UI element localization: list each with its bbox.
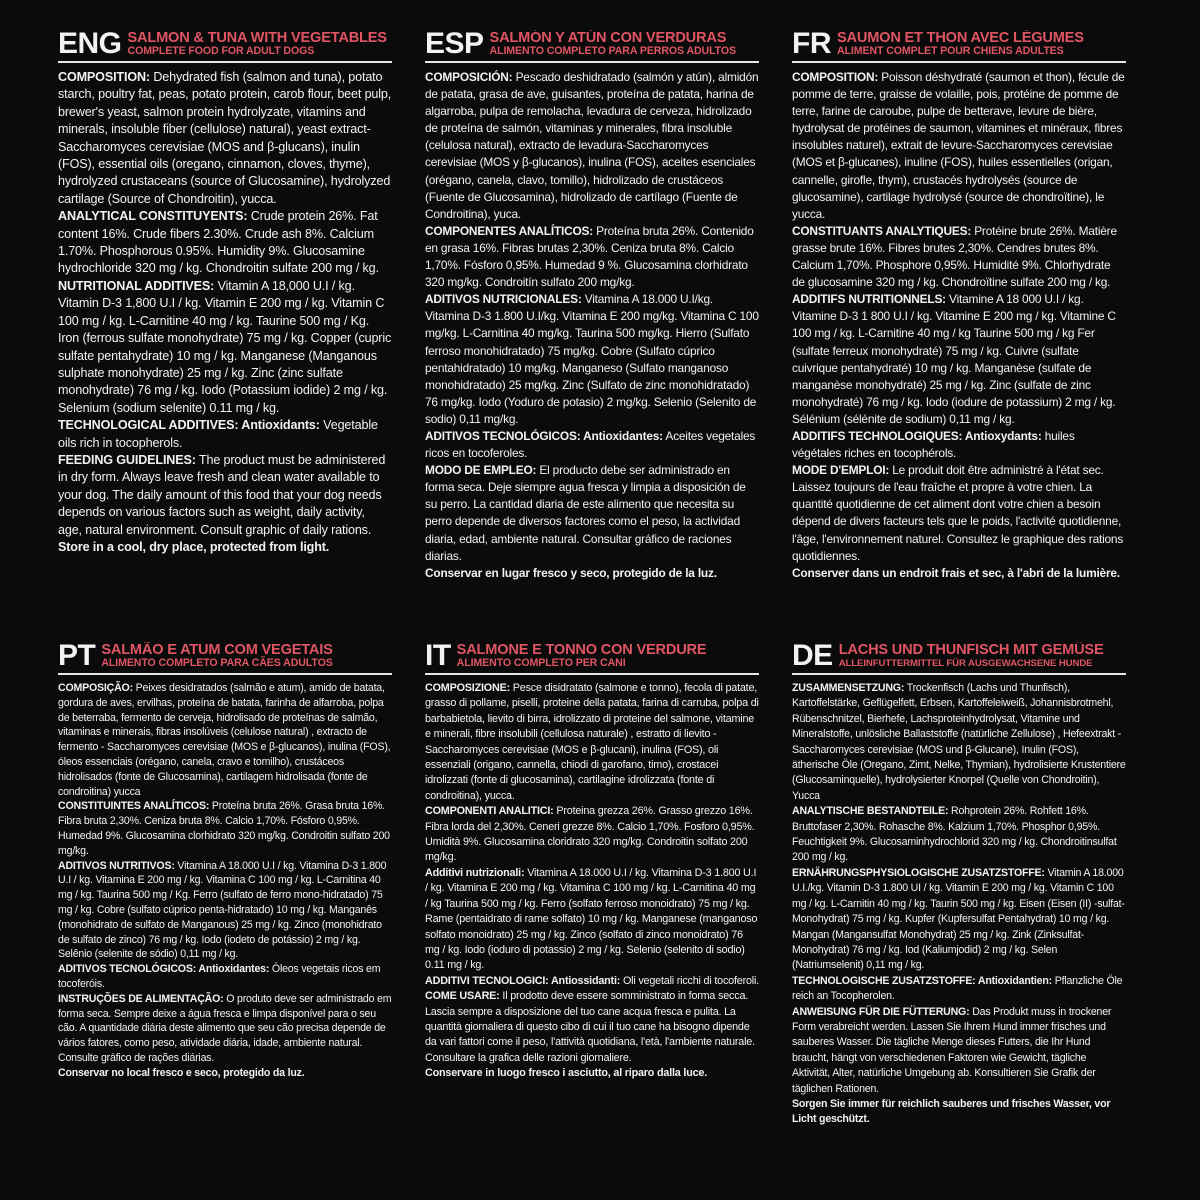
nutritional-label: ADITIVOS NUTRITIVOS: <box>58 859 175 872</box>
analytical-text: Proteína bruta 26%. Grasa bruta 16%. Fibra bruta 2,30%. Ceniza bruta 8%. Calcio 1,70%. Fósforo 0,95%. Humedad 9%. Glucosamina clorhidrato 320 mg/kg. Condroitin sulfato 200 mg/kg. <box>58 800 390 857</box>
label-grid <box>58 30 1138 1162</box>
language-code: ENG <box>58 30 122 60</box>
nutritional-label: Additivi nutrizionali: <box>425 866 525 879</box>
storage-text: Store in a cool, dry place, protected from light. <box>58 539 330 554</box>
composition-section <box>425 69 759 223</box>
analytical-text: Rohprotein 26%. Rohfett 16%. Bruttofaser 2,30%. Rohasche 8%. Kalzium 1,70%. Phosphor 0,95%. Feuchtigkeit 9%. Glucosaminhydrochlorid 320 mg / kg. Chondroitinsulfat 200 mg / kg. <box>792 805 1117 864</box>
panel-titles <box>101 643 332 670</box>
composition-text: Poisson déshydraté (saumon et thon), fécule de pomme de terre, graisse de volaille, pois, protéine de pomme de terre, farine de caroube, pulpe de betterave, levure de bière, hydrolysat de protéines de saumon, vitamines et minéraux, fibres insolubles naturel), extrait de levure-Saccharomyces cerevisiae (MOS et β-glucanes), inuline (FOS), huiles essentielles (origan, cannelle, girofle, thym), crustacés hydrolysés (source de glucosamine), cartilage hydrolysé (source de chondroïtine), le yucca. <box>792 70 1125 221</box>
nutritional-text: Vitamin A 18.000 U.I./kg. Vitamin D-3 1.800 UI / kg. Vitamin E 200 mg / kg. Vitamin C 100 mg / kg. L-Carnitin 40 mg / kg. Taurin 500 mg / kg. Eisen (Eisen (II) -sulfat-Monohydrat) 75 mg / kg. Kupfer (Kupfersulfat Pentahydrat) 10 mg / kg. Mangan (Mangansulfat Monohydrat) 25 mg / kg. Zink (Zinksulfat-Monohydrat) 76 mg / kg. Iod (Kaliumjodid) 2 mg / kg. Selen (Natriumselenit) 0,11 mg / kg. <box>792 866 1125 972</box>
technological-section <box>425 428 759 462</box>
nutritional-section <box>425 291 759 428</box>
technological-section <box>792 974 1126 1005</box>
technological-section <box>58 962 392 992</box>
feeding-section <box>58 992 392 1066</box>
composition-label: COMPOSITION: <box>58 70 150 84</box>
nutritional-text: Vitamina A 18.000 U.I / kg. Vitamina D-3 1.800 U.I / kg. Vitamina E 200 mg / kg. Vitamina C 100 mg / kg. L-Carnitina 40 mg / kg Taurina 500 mg / kg. Ferro (solfato ferroso monoidrato) 75 mg / kg. Rame (pentaidrato di rame solfato) 10 mg / kg. Manganese (manganoso solfato monoidrato) 25 mg / kg. Zinco (solfato di zinco monoidrato) 76 mg / kg. Iodo (ioduro di potassio) 2 mg / kg. Selenio (selenito di sodio) 0.11 mg / kg. <box>425 866 758 972</box>
composition-section <box>58 681 392 799</box>
analytical-label: CONSTITUANTS ANALYTIQUES: <box>792 223 972 238</box>
composition-section <box>792 69 1126 223</box>
nutritional-text: Vitamina A 18.000 U.I / kg. Vitamina D-3 1.800 U.I / kg. Vitamina E 200 mg / kg. Vitamina C 100 mg / kg. L-Carnitina 40 mg / kg. Taurina 500 mg / Kg. Ferro (sulfato de ferro mono-hidratado) 75 mg / kg. Cobre (sulfato cúprico penta-hidratado) 10 mg / kg. Manganês (monohidrato de sulfato de Manganous) 25 mg / kg. Zinco (monohidrato de sulfato de zinco) 76 mg / kg. Iodo (iodeto de potássio) 2 mg / kg. Selênio (selenite de sódio) 0,11 mg / kg. <box>58 859 387 961</box>
composition-section <box>58 69 392 208</box>
feeding-section <box>58 452 392 539</box>
feeding-text: El producto debe ser administrado en forma seca. Deje siempre agua fresca y limpia a disposición de su perro. La cantidad diaria de este alimento que necesita su perro depende de diversos factores como el peso, la actividad diaria, edad, ambiente natural. Consultar gráfico de raciones diarias. <box>425 463 746 563</box>
composition-text: Trockenfisch (Lachs und Thunfisch), Kartoffelstärke, Geflügelfett, Erbsen, Kartoffeleiweiß, Johannisbrotmehl, Rübenschnitzel, Bierhefe, Lachsproteinhydrolysat, Vitamine und Mineralstoffe, unlösliche Ballaststoffe (natürliche Zellulose) , Hefeextrakt - Saccharomyces cerevisiae (MOS und β-Glucane), Inulin (FOS), ätherische Öle (Oregano, Zimt, Nelke, Thymian), hydrolisierte Krustentiere (Glucosaminquelle), hydrolysierter Knorpel (Quelle von Chondroitin), Yucca <box>792 682 1126 802</box>
analytical-label: ANALYTICAL CONSTITUYENTS: <box>58 209 248 224</box>
composition-label: COMPOSIZIONE: <box>425 682 510 694</box>
feeding-text: Il prodotto deve essere somministrato in forma secca. Lascia sempre a disposizione del tuo cane acqua fresca e pulita. La quantità giornaliera di questo cibo di cui il tuo cane ha bisogno dipende da vari fattori come il peso, l'attività quotidiana, l'età, l'ambiente naturale. Consultare la grafica delle razioni giornaliere. <box>425 990 755 1064</box>
feeding-label: MODE D'EMPLOI: <box>792 463 890 478</box>
product-subtitle: ALIMENTO COMPLETO PARA PERROS ADULTOS <box>489 45 736 57</box>
panel-header <box>792 642 1126 675</box>
product-title: LACHS UND THUNFISCH MIT GEMÜSE <box>838 642 1104 658</box>
product-subtitle: ALIMENTO COMPLETO PER CANI <box>456 657 626 669</box>
technological-label: ADDITIVI TECNOLOGICI: Antiossidanti: <box>425 974 621 987</box>
technological-section <box>58 417 392 452</box>
feeding-label: ANWEISUNG FÜR DIE FÜTTERUNG: <box>792 1005 970 1018</box>
product-subtitle: COMPLETE FOOD FOR ADULT DOGS <box>127 45 315 57</box>
nutritional-label: ADDITIFS NUTRITIONNELS: <box>792 292 946 307</box>
analytical-section <box>58 208 392 278</box>
composition-text: Dehydrated fish (salmon and tuna), potato starch, poultry fat, peas, potato protein, carob flour, beet pulp, brewer's yeast, salmon protein hydrolyzate, vitamins and minerals, insoluble fiber (cellulose) natural), yeast extract-Saccharomyces cerevisiae (MOS and β-glucans), inulin (FOS), essential oils (oregano, cinnamon, cloves, thyme), hydrolyzed crustaceans (source of Glucosamine), hydrolyzed cartilage (Source of Chondroitin), yucca. <box>58 70 392 206</box>
language-code: ESP <box>425 30 484 60</box>
panel-body <box>58 681 392 1081</box>
technological-text: huiles végétales riches en tocophérols. <box>792 428 1075 461</box>
analytical-section <box>792 223 1126 291</box>
panel-pt <box>58 642 392 1162</box>
nutritional-section <box>58 278 392 417</box>
nutritional-label: ERNÄHRUNGSPHYSIOLOGISCHE ZUSATZSTOFFE: <box>792 866 1045 879</box>
feeding-label: FEEDING GUIDELINES: <box>58 452 196 467</box>
product-subtitle: ALIMENT COMPLET POUR CHIENS ADULTES <box>837 45 1064 57</box>
panel-body <box>792 69 1126 582</box>
panel-header <box>425 30 759 63</box>
technological-text: Oli vegetali ricchi di tocoferoli. <box>622 974 759 987</box>
product-title: SAUMON ET THON AVEC LÉGUMES <box>837 30 1084 46</box>
product-title: SALMON & TUNA WITH VEGETABLES <box>127 30 387 46</box>
panel-header <box>58 642 392 675</box>
nutritional-section <box>792 866 1126 974</box>
panel-body <box>425 69 759 582</box>
language-code: FR <box>792 30 831 60</box>
feeding-section <box>425 462 759 565</box>
nutritional-text: Vitamin A 18,000 U.I / kg. Vitamin D-3 1,800 U.I / kg. Vitamin E 200 mg / kg. Vitamin C 100 mg / kg. L-Carnitine 40 mg / kg. Taurine 500 mg / Kg. Iron (ferrous sulfate monohydrate) 75 mg / kg. Copper (cupric sulfate pentahydrate) 10 mg / kg. Manganese (Manganous sulphate monohydrate) 25 mg / kg. Zinc (zinc sulfate monohydrate) 76 mg / kg. Iodo (Potassium iodide) 2 mg / kg. Selenium (sodium selenite) 0.11 mg / kg. <box>58 278 392 415</box>
analytical-label: COMPONENTI ANALITICI: <box>425 805 554 818</box>
feeding-section <box>792 1005 1126 1097</box>
panel-eng <box>58 30 392 642</box>
panel-titles <box>490 31 736 58</box>
panel-titles <box>128 31 387 58</box>
panel-esp <box>425 30 759 642</box>
feeding-text: Le produit doit être administré à l'état sec. Laissez toujours de l'eau fraîche et propre à votre chien. La quantité quotidienne de cet aliment dont votre chien a besoin dépend de divers facteurs tels que le poids, l'activité quotidienne, l'âge, l'environnement naturel. Consultez le graphique des rations quotidiennes. <box>792 463 1124 563</box>
technological-label: TECHNOLOGICAL ADDITIVES: Antioxidants: <box>58 418 320 433</box>
panel-titles <box>457 643 707 670</box>
nutritional-section <box>425 866 759 974</box>
composition-text: Pescado deshidratado (salmón y atún), almidón de patata, grasa de ave, guisantes, proteína de patata, harina de algarroba, pulpa de remolacha, levadura de cerveza, hidrolizado de proteína de salmón, vitaminas y minerales, fibra insoluble (celulosa natural), extracto de levadura-Saccharomyces cerevisiae (MOS y β-glucanos), inulina (FOS), aceites esenciales (orégano, canela, clavo, tomillo), hidrolizado de crustáceos (Fuente de Glucosamina), hidrolizado de cartílago (Fuente de Condroitina), yuca. <box>425 70 759 221</box>
technological-text: Vegetable oils rich in tocopherols. <box>58 418 378 450</box>
analytical-label: ANALYTISCHE BESTANDTEILE: <box>792 805 949 818</box>
composition-label: COMPOSITION: <box>792 70 879 84</box>
analytical-section <box>58 799 392 858</box>
analytical-section <box>792 804 1126 866</box>
composition-text: Pesce disidratato (salmone e tonno), fecola di patate, grasso di pollame, piselli, proteine della patata, farina di carruba, polpa di barbabietola, lievito di birra, idrolizzato di proteine del salmone, vitamine e minerali, fibre insolubili (cellulosa naturale) , estratto di lievito - Saccharomyces cerevisiae (MOS e β-glucani), inulina (FOS), oli essenziali (origano, cannella, chiodi di garofano, timo), crostacei idrolizzati (fonte di glucosamina), cartilagine idrolizzata (fonte di condroitina), yucca. <box>425 682 759 802</box>
nutritional-section <box>58 859 392 963</box>
nutritional-label: ADITIVOS NUTRICIONALES: <box>425 292 582 307</box>
product-subtitle: ALIMENTO COMPLETO PARA CÃES ADULTOS <box>101 657 333 669</box>
technological-section <box>792 428 1126 462</box>
panel-de <box>792 642 1126 1162</box>
feeding-label: MODO DE EMPLEO: <box>425 463 537 478</box>
panel-it <box>425 642 759 1162</box>
storage-text: Sorgen Sie immer für reichlich sauberes und frisches Wasser, vor Licht geschützt. <box>792 1097 1111 1126</box>
panel-header <box>425 642 759 675</box>
feeding-label: COME USARE: <box>425 990 500 1003</box>
panel-fr <box>792 30 1126 642</box>
analytical-text: Protéine brute 26%. Matière grasse brute 16%. Fibres brutes 2,30%. Cendres brutes 8%. Calcium 1,70%. Phosphore 0,95%. Humidité 9%. Chlorhydrate de glucosamine 320 mg / kg. Chondroïtine sulfate 200 mg / kg. <box>792 223 1117 290</box>
storage-text: Conservar en lugar fresco y seco, protegido de la luz. <box>425 565 717 580</box>
analytical-section <box>425 223 759 291</box>
technological-label: TECHNOLOGISCHE ZUSATZSTOFFE: Antioxidantien: <box>792 974 1052 987</box>
composition-section <box>792 681 1126 804</box>
storage-text: Conservar no local fresco e seco, protegido da luz. <box>58 1066 305 1079</box>
nutritional-section <box>792 291 1126 428</box>
analytical-text: Proteína bruta 26%. Contenido en grasa 16%. Fibras brutas 2,30%. Ceniza bruta 8%. Calcio 1,70%. Fósforo 0,95%. Humedad 9 %. Glucosamina clorhidrato 320 mg/kg. Condroitín sulfato 200 mg/kg. <box>425 223 754 290</box>
feeding-text: Das Produkt muss in trockener Form verabreicht werden. Lassen Sie Ihrem Hund immer frisches und sauberes Wasser. Die tägliche Menge dieses Futters, die Ihr Hund braucht, hängt von verschiedenen Faktoren wie Gewicht, tägliche Aktivität, Alter, natürliche Umgebung ab. Konsultieren Sie Grafik der täglichen Rationen. <box>792 1005 1112 1095</box>
analytical-text: Proteina grezza 26%. Grasso grezzo 16%. Fibra lorda del 2,30%. Ceneri grezze 8%. Calcio 1,70%. Fosforo 0,95%. Umidità 9%. Glucosamina cloridrato 320 mg/kg. Condroitin solfato 200 mg/kg. <box>425 805 755 864</box>
feeding-text: O produto deve ser administrado em forma seca. Sempre deixe a água fresca e limpa disponível para o seu cão. A quantidade diária deste alimento que seu cão precisa depende de vários fatores, como peso, atividade diária, idade, ambiente natural. Consulte gráfico de rações diárias. <box>58 992 392 1064</box>
language-code: PT <box>58 642 96 672</box>
nutritional-label: NUTRITIONAL ADDITIVES: <box>58 278 215 293</box>
composition-text: Peixes desidratados (salmão e atum), amido de batata, gordura de aves, ervilhas, proteína de batata, farinha de alfarroba, polpa de beterraba, fermento de cerveja, hidrolisado de proteínas de salmão, vitaminas e minerais, fibras insolúveis (celulose natural) , extracto de fermento - Saccharomyces cerevisiae (MOS e β-glucanos), inulina (FOS), óleos essenciais (orégano, canela, cravo e tomilho), crustáceos hidrolisados (fonte de Glucosamina), cartilagem hidrolisada (fonte de condroitina) yucca <box>58 682 391 798</box>
panel-titles <box>837 31 1084 58</box>
nutritional-text: Vitamine A 18 000 U.I / kg. Vitamine D-3 1 800 U.I / kg. Vitamine E 200 mg / kg. Vitamine C 100 mg / kg. L-Carnitine 40 mg / kg Taurine 500 mg / kg Fer (sulfate ferreux monohydraté) 75 mg / kg. Cuivre (sulfate cuivrique pentahydraté) 10 mg / kg. Manganèse (sulfate de manganèse monohydraté) 25 mg / kg. Zinc (sulfate de zinc monohydraté) 76 mg / kg. Iodo (iodure de potassium) 2 mg / kg. Sélénium (sélénite de sodium) 0,11 mg / kg. <box>792 292 1116 426</box>
panel-body <box>425 681 759 1082</box>
panel-body <box>792 681 1126 1128</box>
technological-label: ADDITIFS TECHNOLOGIQUES: Antioxydants: <box>792 428 1042 443</box>
analytical-label: CONSTITUINTES ANALÍTICOS: <box>58 800 210 813</box>
nutritional-text: Vitamina A 18.000 U.I/kg. Vitamina D-3 1.800 U.I/kg. Vitamina E 200 mg/kg. Vitamina C 100 mg/kg. L-Carnitina 40 mg/kg. Taurina 500 mg/kg. Hierro (Sulfato ferroso monohidratado) 75 mg/kg. Cobre (Sulfato cúprico pentahidratado) 10 mg/kg. Manganeso (Sulfato manganoso monohidratado) 25 mg/kg. Zinc (Sulfato de zinc monohidratado) 76 mg/kg. Iodo (Yoduro de potasio) 2 mg/kg. Selenio (Selenito de sodio) 0,11 mg/kg. <box>425 292 759 426</box>
language-code: IT <box>425 642 451 672</box>
technological-section <box>425 974 759 989</box>
language-code: DE <box>792 642 833 672</box>
panel-header <box>58 30 392 63</box>
analytical-text: Crude protein 26%. Fat content 16%. Crude fibers 2.30%. Crude ash 8%. Calcium 1.70%. Phosphorous 0.95%. Humidity 9%. Glucosamine hydrochloride 320 mg / kg. Chondroitin sulfate 200 mg / kg. <box>58 209 379 276</box>
product-subtitle: ALLEINFUTTERMITTEL FÜR AUSGEWACHSENE HUNDE <box>838 658 1093 669</box>
composition-label: COMPOSIÇÃO: <box>58 682 133 694</box>
feeding-text: The product must be administered in dry form. Always leave fresh and clean water available to your dog. The daily amount of this food that your dog needs depends on various factors such as weight, daily activity, age, natural environment. Consult graphic of daily rations. <box>58 452 386 537</box>
technological-label: ADITIVOS TECNOLÓGICOS: Antioxidantes: <box>425 428 663 443</box>
analytical-section <box>425 804 759 866</box>
technological-text: Pflanzliche Öle reich an Tocopherolen. <box>792 974 1123 1003</box>
technological-text: Aceites vegetales ricos en tocoferoles. <box>425 428 756 461</box>
technological-label: ADITIVOS TECNOLÓGICOS: Antioxidantes: <box>58 963 270 976</box>
technological-text: Óleos vegetais ricos em tocoferóis. <box>58 963 381 990</box>
panel-titles <box>839 643 1104 670</box>
composition-label: COMPOSICIÓN: <box>425 70 513 84</box>
product-title: SALMONE E TONNO CON VERDURE <box>456 642 707 658</box>
product-title: SALMÓN Y ATÚN CON VERDURAS <box>489 30 727 46</box>
storage-text: Conserver dans un endroit frais et sec, à l'abri de la lumière. <box>792 565 1120 580</box>
storage-text: Conservare in luogo fresco i asciutto, al riparo dalla luce. <box>425 1067 707 1080</box>
panel-body <box>58 69 392 556</box>
feeding-section <box>425 989 759 1066</box>
composition-section <box>425 681 759 804</box>
feeding-section <box>792 462 1126 565</box>
analytical-label: COMPONENTES ANALÍTICOS: <box>425 223 594 238</box>
feeding-label: INSTRUÇÕES DE ALIMENTAÇÃO: <box>58 992 224 1005</box>
panel-header <box>792 30 1126 63</box>
composition-label: ZUSAMMENSETZUNG: <box>792 682 905 694</box>
product-title: SALMÃO E ATUM COM VEGETAIS <box>101 642 333 658</box>
